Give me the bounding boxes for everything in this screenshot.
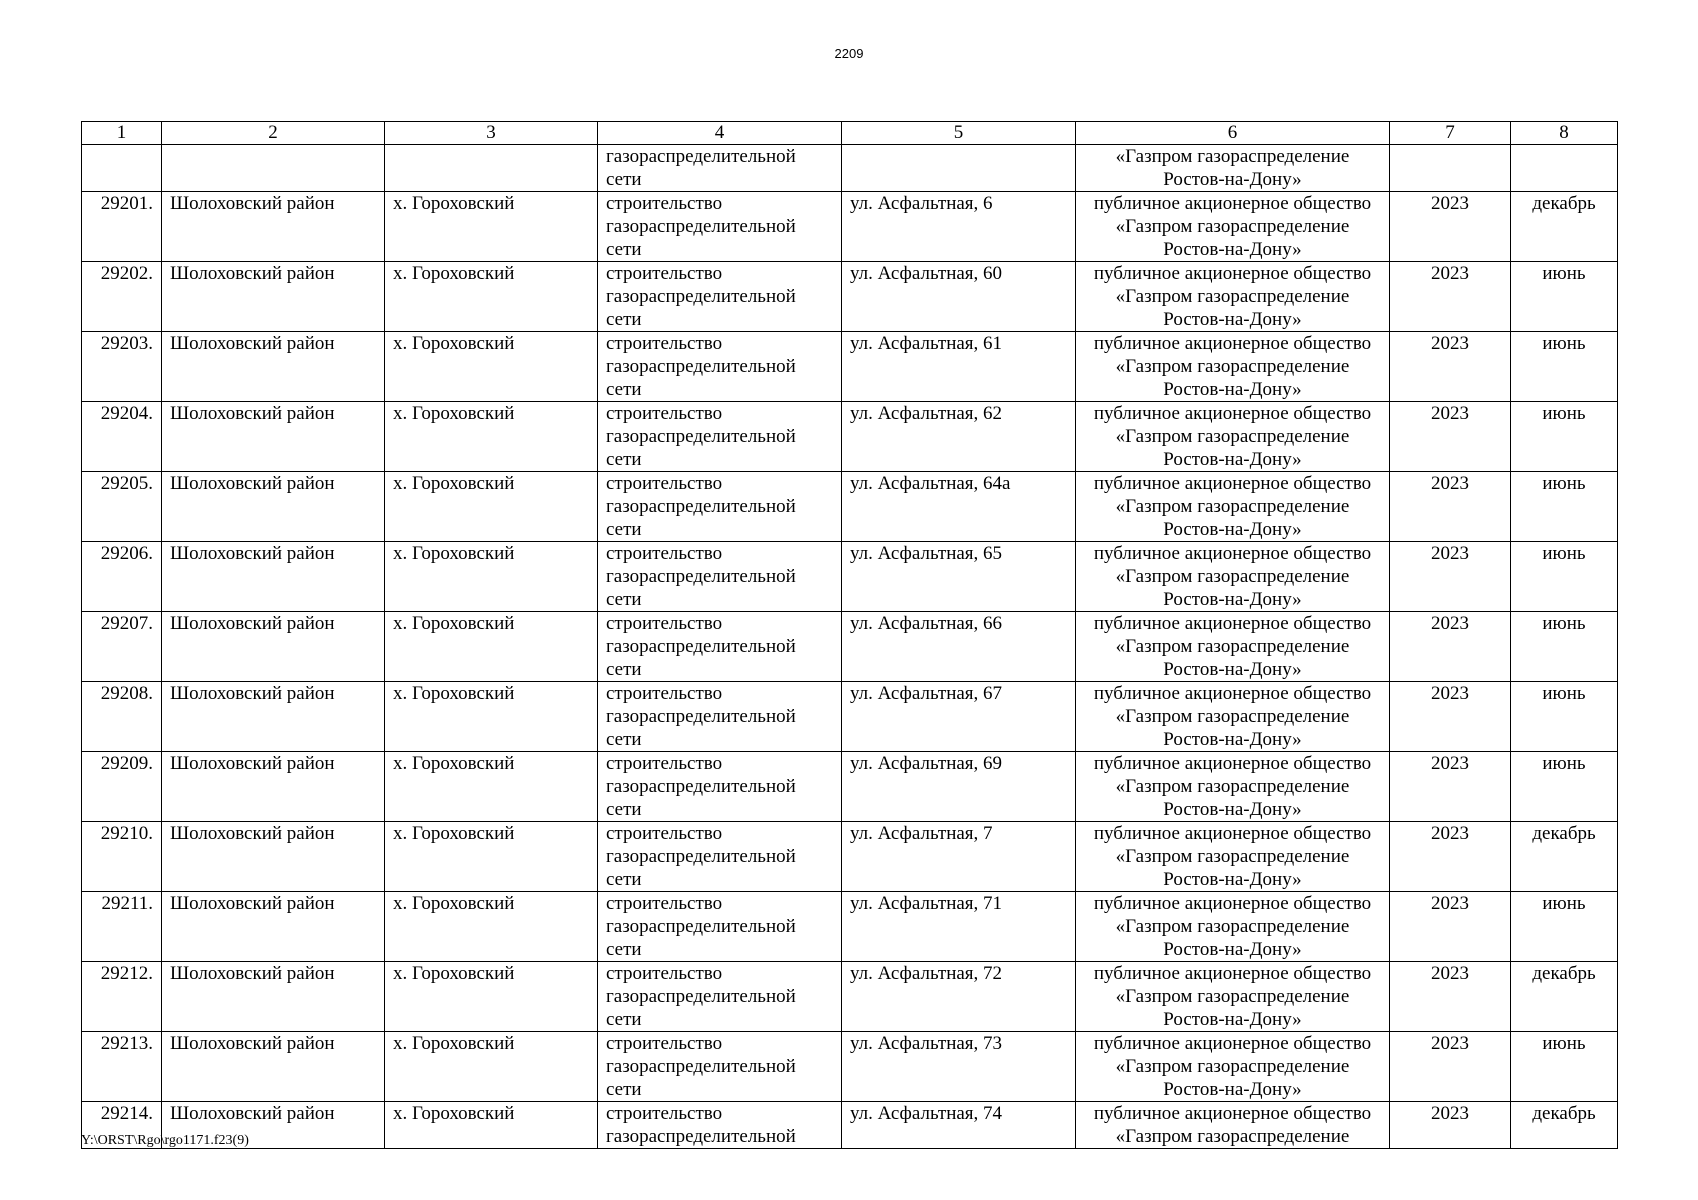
cell-work: строительство газораспределительной сети — [598, 402, 842, 472]
cell-month: июнь — [1511, 682, 1618, 752]
cell-month: июнь — [1511, 542, 1618, 612]
cell-num — [82, 145, 162, 192]
cell-work: строительство газораспределительной сети — [598, 542, 842, 612]
cell-address: ул. Асфальтная, 73 — [842, 1032, 1076, 1102]
cell-month: июнь — [1511, 402, 1618, 472]
cell-work: строительство газораспределительной сети — [598, 1032, 842, 1102]
cell-address: ул. Асфальтная, 7 — [842, 822, 1076, 892]
cell-district: Шолоховский район — [162, 892, 385, 962]
cell-locality: х. Гороховский — [385, 542, 598, 612]
cell-year: 2023 — [1390, 682, 1511, 752]
cell-year: 2023 — [1390, 892, 1511, 962]
cell-month: июнь — [1511, 1032, 1618, 1102]
column-header: 3 — [385, 122, 598, 145]
cell-num: 29210. — [82, 822, 162, 892]
table-row — [82, 192, 1618, 262]
cell-month: июнь — [1511, 612, 1618, 682]
cell-work: строительство газораспределительной сети — [598, 752, 842, 822]
table-row — [82, 262, 1618, 332]
cell-address: ул. Асфальтная, 67 — [842, 682, 1076, 752]
cell-month: декабрь — [1511, 822, 1618, 892]
cell-year: 2023 — [1390, 472, 1511, 542]
table-row — [82, 332, 1618, 402]
cell-work: газораспределительной сети — [598, 145, 842, 192]
cell-org: публичное акционерное общество «Газпром газораспределение Ростов-на-Дону» — [1076, 892, 1390, 962]
cell-year: 2023 — [1390, 262, 1511, 332]
cell-locality — [385, 145, 598, 192]
page-number: 2209 — [834, 46, 864, 61]
cell-work: строительство газораспределительной сети — [598, 472, 842, 542]
cell-work: строительство газораспределительной сети — [598, 892, 842, 962]
cell-org: публичное акционерное общество «Газпром газораспределение Ростов-на-Дону» — [1076, 752, 1390, 822]
cell-org: публичное акционерное общество «Газпром газораспределение Ростов-на-Дону» — [1076, 612, 1390, 682]
cell-num: 29208. — [82, 682, 162, 752]
cell-month: июнь — [1511, 332, 1618, 402]
cell-locality: х. Гороховский — [385, 682, 598, 752]
table-row — [82, 682, 1618, 752]
cell-org: публичное акционерное общество «Газпром газораспределение Ростов-на-Дону» — [1076, 1032, 1390, 1102]
table-row — [82, 612, 1618, 682]
cell-address: ул. Асфальтная, 62 — [842, 402, 1076, 472]
cell-year — [1390, 145, 1511, 192]
cell-locality: х. Гороховский — [385, 262, 598, 332]
cell-year: 2023 — [1390, 1032, 1511, 1102]
table-row — [82, 1032, 1618, 1102]
cell-locality: х. Гороховский — [385, 752, 598, 822]
cell-work: строительство газораспределительной сети — [598, 822, 842, 892]
cell-district — [162, 145, 385, 192]
cell-work: строительство газораспределительной сети — [598, 262, 842, 332]
cell-month: июнь — [1511, 752, 1618, 822]
column-header: 7 — [1390, 122, 1511, 145]
cell-num: 29202. — [82, 262, 162, 332]
cell-org: публичное акционерное общество «Газпром газораспределение Ростов-на-Дону» — [1076, 472, 1390, 542]
cell-district: Шолоховский район — [162, 1102, 385, 1149]
cell-year: 2023 — [1390, 542, 1511, 612]
column-header: 2 — [162, 122, 385, 145]
cell-num: 29205. — [82, 472, 162, 542]
cell-locality: х. Гороховский — [385, 332, 598, 402]
cell-work: строительство газораспределительной сети — [598, 332, 842, 402]
cell-address: ул. Асфальтная, 60 — [842, 262, 1076, 332]
cell-address: ул. Асфальтная, 72 — [842, 962, 1076, 1032]
cell-org: публичное акционерное общество «Газпром газораспределение Ростов-на-Дону» — [1076, 822, 1390, 892]
column-header: 8 — [1511, 122, 1618, 145]
cell-locality: х. Гороховский — [385, 1102, 598, 1149]
cell-work: строительство газораспределительной сети — [598, 612, 842, 682]
cell-year: 2023 — [1390, 402, 1511, 472]
table-row — [82, 472, 1618, 542]
cell-year: 2023 — [1390, 332, 1511, 402]
cell-address: ул. Асфальтная, 71 — [842, 892, 1076, 962]
cell-month: декабрь — [1511, 1102, 1618, 1149]
cell-num: 29214. — [82, 1102, 162, 1149]
cell-num: 29213. — [82, 1032, 162, 1102]
cell-num: 29211. — [82, 892, 162, 962]
cell-district: Шолоховский район — [162, 612, 385, 682]
column-header: 6 — [1076, 122, 1390, 145]
cell-locality: х. Гороховский — [385, 822, 598, 892]
cell-district: Шолоховский район — [162, 472, 385, 542]
cell-locality: х. Гороховский — [385, 612, 598, 682]
cell-locality: х. Гороховский — [385, 402, 598, 472]
cell-address: ул. Асфальтная, 74 — [842, 1102, 1076, 1149]
cell-district: Шолоховский район — [162, 1032, 385, 1102]
cell-district: Шолоховский район — [162, 682, 385, 752]
cell-district: Шолоховский район — [162, 332, 385, 402]
cell-month: июнь — [1511, 472, 1618, 542]
table-row-partial — [82, 1102, 1618, 1149]
cell-year: 2023 — [1390, 192, 1511, 262]
cell-district: Шолоховский район — [162, 402, 385, 472]
cell-district: Шолоховский район — [162, 822, 385, 892]
cell-district: Шолоховский район — [162, 752, 385, 822]
table-row — [82, 962, 1618, 1032]
cell-org: публичное акционерное общество «Газпром газораспределение Ростов-на-Дону» — [1076, 332, 1390, 402]
cell-address: ул. Асфальтная, 61 — [842, 332, 1076, 402]
cell-district: Шолоховский район — [162, 262, 385, 332]
cell-year: 2023 — [1390, 1102, 1511, 1149]
cell-year: 2023 — [1390, 752, 1511, 822]
registry-table — [81, 121, 1618, 1149]
cell-work: строительство газораспределительной сети — [598, 682, 842, 752]
cell-work: строительство газораспределительной сети — [598, 192, 842, 262]
table-row — [82, 892, 1618, 962]
cell-num: 29206. — [82, 542, 162, 612]
cell-num: 29204. — [82, 402, 162, 472]
cell-org: публичное акционерное общество «Газпром газораспределение Ростов-на-Дону» — [1076, 682, 1390, 752]
cell-district: Шолоховский район — [162, 192, 385, 262]
cell-year: 2023 — [1390, 822, 1511, 892]
table-row — [82, 752, 1618, 822]
table-row — [82, 402, 1618, 472]
cell-address: ул. Асфальтная, 65 — [842, 542, 1076, 612]
cell-org: публичное акционерное общество «Газпром газораспределение Ростов-на-Дону» — [1076, 962, 1390, 1032]
column-header: 4 — [598, 122, 842, 145]
cell-locality: х. Гороховский — [385, 1032, 598, 1102]
column-header: 5 — [842, 122, 1076, 145]
cell-locality: х. Гороховский — [385, 962, 598, 1032]
table-row — [82, 822, 1618, 892]
column-header: 1 — [82, 122, 162, 145]
cell-month: декабрь — [1511, 962, 1618, 1032]
cell-month: декабрь — [1511, 192, 1618, 262]
cell-org: публичное акционерное общество «Газпром газораспределение Ростов-на-Дону» — [1076, 262, 1390, 332]
cell-work: строительство газораспределительной сети — [598, 962, 842, 1032]
cell-month: июнь — [1511, 262, 1618, 332]
continuation-row — [82, 145, 1618, 192]
cell-month: июнь — [1511, 892, 1618, 962]
cell-org: публичное акционерное общество «Газпром газораспределение Ростов-на-Дону» — [1076, 402, 1390, 472]
cell-org: публичное акционерное общество «Газпром газораспределение — [1076, 1102, 1390, 1149]
cell-district: Шолоховский район — [162, 542, 385, 612]
cell-org: «Газпром газораспределение Ростов-на-Дону» — [1076, 145, 1390, 192]
cell-address: ул. Асфальтная, 6 — [842, 192, 1076, 262]
cell-address — [842, 145, 1076, 192]
cell-org: публичное акционерное общество «Газпром газораспределение Ростов-на-Дону» — [1076, 542, 1390, 612]
cell-address: ул. Асфальтная, 64а — [842, 472, 1076, 542]
cell-locality: х. Гороховский — [385, 892, 598, 962]
cell-work: строительство газораспределительной — [598, 1102, 842, 1149]
cell-num: 29209. — [82, 752, 162, 822]
cell-locality: х. Гороховский — [385, 192, 598, 262]
cell-address: ул. Асфальтная, 66 — [842, 612, 1076, 682]
cell-num: 29207. — [82, 612, 162, 682]
cell-year: 2023 — [1390, 962, 1511, 1032]
cell-year: 2023 — [1390, 612, 1511, 682]
cell-org: публичное акционерное общество «Газпром газораспределение Ростов-на-Дону» — [1076, 192, 1390, 262]
cell-locality: х. Гороховский — [385, 472, 598, 542]
cell-month — [1511, 145, 1618, 192]
cell-district: Шолоховский район — [162, 962, 385, 1032]
column-number-row — [82, 122, 1618, 145]
cell-num: 29201. — [82, 192, 162, 262]
footer-file-path: Y:\ORST\Rgo\rgo1171.f23(9) — [81, 1133, 249, 1148]
cell-address: ул. Асфальтная, 69 — [842, 752, 1076, 822]
cell-num: 29203. — [82, 332, 162, 402]
cell-num: 29212. — [82, 962, 162, 1032]
table-row — [82, 542, 1618, 612]
